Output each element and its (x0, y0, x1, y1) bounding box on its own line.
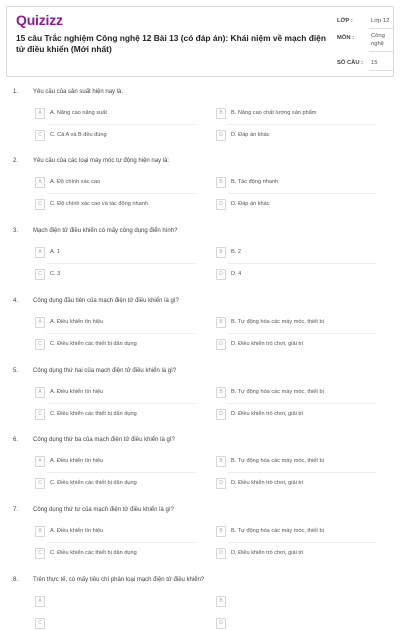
option-divider (47, 542, 195, 543)
question-number: 2. (13, 158, 19, 164)
count-divider (369, 70, 393, 71)
option-letter-box: A (35, 317, 45, 328)
option-text: A. Điều khiển tín hiệu (50, 389, 104, 395)
option-letter-box: A (35, 247, 45, 258)
question-number: 3. (13, 228, 19, 234)
option-letter-box: B (216, 596, 226, 607)
subject-label: MÔN : (337, 35, 355, 41)
class-divider (369, 28, 393, 29)
option-letter-box: D (216, 269, 226, 280)
option-divider (47, 193, 195, 194)
question-text: Mạch điện tử điều khiển có mấy công dụng điển hình? (33, 228, 178, 234)
class-value: Lớp 12 (371, 18, 390, 24)
class-label: LỚP : (337, 18, 353, 24)
option-divider (228, 542, 376, 543)
option-text: D. Điều khiển trò chơi, giải trí (231, 411, 304, 417)
question-text: Yêu cầu của sản suất hiện nay là: (33, 89, 124, 95)
option-text: D. Đáp án khác (231, 132, 270, 138)
option-text: C. Độ chính xác cao và tác động nhanh (50, 201, 148, 207)
option-letter-box: D (216, 478, 226, 489)
quiz-title: 15 câu Trắc nghiệm Công nghệ 12 Bài 13 (có đáp án): Khái niệm về mạch điện tử điều khiển (Mới nhất) (16, 33, 326, 54)
option-text: C. Điều khiển các thiết bị dân dụng (50, 411, 137, 417)
option-text: A. Độ chính xác cao (50, 179, 101, 185)
option-text: B. Tự động hóa các máy móc, thiết bị (231, 528, 324, 534)
option-text: D. Điều khiển trò chơi, giải trí (231, 341, 304, 347)
option-letter-box: A (35, 177, 45, 188)
count-value: 15 (371, 60, 378, 66)
question-text: Trên thực tế, có mấy tiêu chí phân loại mạch điện tử điều khiển? (33, 577, 205, 583)
option-text: C. Điều khiển các thiết bị dân dụng (50, 480, 137, 486)
option-divider (228, 193, 376, 194)
option-letter-box: B (216, 456, 226, 467)
option-letter-box: C (35, 409, 45, 420)
subject-divider (369, 51, 393, 52)
option-letter-box: A (35, 456, 45, 467)
question-number: 1. (13, 89, 19, 95)
option-letter-box: C (35, 618, 45, 629)
option-divider (228, 263, 376, 264)
option-letter-box: D (216, 339, 226, 350)
option-text: D. 4 (231, 271, 242, 277)
option-text: B. Tự động hóa các máy móc, thiết bị (231, 458, 324, 464)
option-text: B. Tự động hóa các máy móc, thiết bị (231, 389, 324, 395)
option-divider (228, 124, 376, 125)
option-divider (47, 403, 195, 404)
option-letter-box: B (216, 177, 226, 188)
option-text: C. Điều khiển các thiết bị dân dụng (50, 550, 137, 556)
option-text: B. Nâng cao chất lượng sản phẩm (231, 110, 317, 116)
option-divider (47, 263, 195, 264)
count-label: SỐ CÂU : (337, 60, 364, 66)
option-divider (47, 333, 195, 334)
option-letter-box: D (216, 130, 226, 141)
option-text: A. Điều khiển tín hiệu (50, 458, 104, 464)
option-divider (228, 472, 376, 473)
option-text: C. Cả A và B đều đúng (50, 132, 107, 138)
option-letter-box: D (216, 409, 226, 420)
option-text: A. 1 (50, 249, 60, 255)
option-letter-box: A (35, 596, 45, 607)
option-text: A. Điều khiển tín hiệu (50, 319, 104, 325)
option-text: B. Tự động hóa các máy móc, thiết bị (231, 319, 324, 325)
option-text: D. Điều khiển trò chơi, giải trí (231, 550, 304, 556)
option-text: B. Tác động nhanh (231, 179, 279, 185)
option-letter-box: C (35, 478, 45, 489)
option-text: C. Điều khiển các thiết bị dân dụng (50, 341, 137, 347)
option-divider (228, 333, 376, 334)
question-text: Công dụng thứ ba của mạch điện tử điều khiển là gì? (33, 437, 175, 443)
option-text: D. Điều khiển trò chơi, giải trí (231, 480, 304, 486)
option-text: C. 3 (50, 271, 61, 277)
option-text: A. Điều khiển tín hiệu (50, 528, 104, 534)
option-letter-box: D (216, 548, 226, 559)
option-letter-box: D (216, 618, 226, 629)
question-number: 4. (13, 298, 19, 304)
option-letter-box: C (35, 130, 45, 141)
question-number: 7. (13, 507, 19, 513)
option-divider (47, 124, 195, 125)
option-letter-box: C (35, 269, 45, 280)
question-text: Công dụng đầu tiên của mạch điện tử điều khiển là gì? (33, 298, 179, 304)
option-letter-box: B (216, 317, 226, 328)
option-letter-box: A (35, 108, 45, 119)
question-text: Yêu cầu của các loại máy móc tự động hiện nay là: (33, 158, 170, 164)
quizizz-logo: Quizizz (16, 12, 63, 28)
question-text: Công dụng thứ tư của mạch điện tử điều khiển là gì? (33, 507, 174, 513)
quiz-header (6, 6, 394, 77)
option-letter-box: B (216, 526, 226, 537)
question-number: 8. (13, 577, 19, 583)
option-letter-box: B (216, 387, 226, 398)
option-letter-box: C (35, 339, 45, 350)
question-number: 6. (13, 437, 19, 443)
option-letter-box: A (35, 526, 45, 537)
question-number: 5. (13, 368, 19, 374)
option-text: B. 2 (231, 249, 241, 255)
option-text: D. Đáp án khác (231, 201, 270, 207)
option-letter-box: D (216, 199, 226, 210)
option-letter-box: B (216, 247, 226, 258)
option-letter-box: B (216, 108, 226, 119)
option-letter-box: A (35, 387, 45, 398)
option-letter-box: C (35, 199, 45, 210)
option-divider (47, 472, 195, 473)
subject-value-line-2: nghệ (371, 41, 384, 47)
option-text: A. Năng cao năng suất (50, 110, 107, 116)
question-text: Công dụng thứ hai của mạch điện tử điều khiển là gì? (33, 368, 177, 374)
option-letter-box: C (35, 548, 45, 559)
subject-value-line-1: Công (371, 33, 385, 39)
option-divider (228, 403, 376, 404)
